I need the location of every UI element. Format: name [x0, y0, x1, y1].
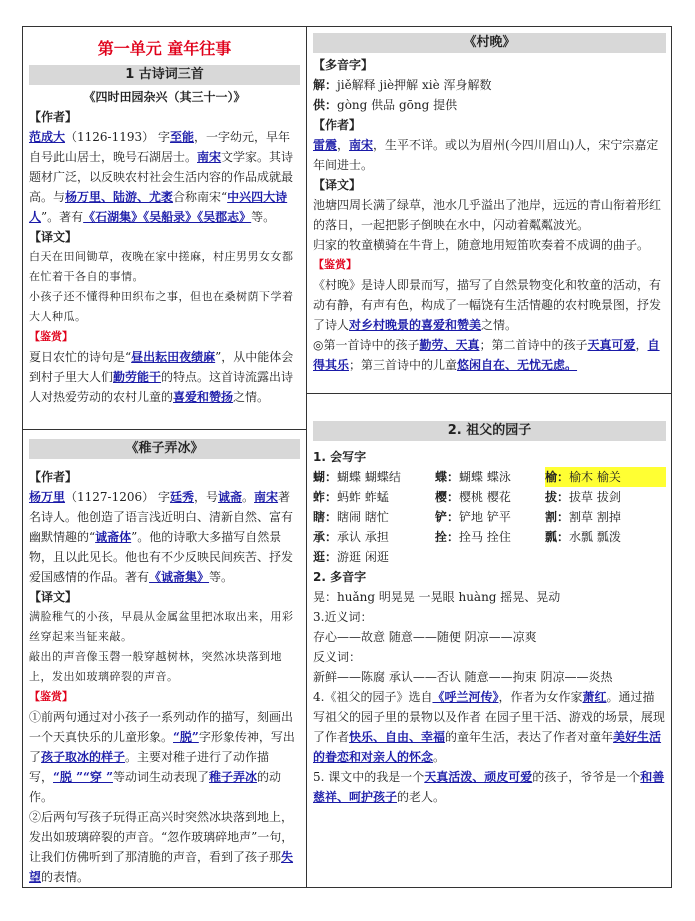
poem2-trans-2: 敲出的声音像玉磬一般穿越树林，突然冰块落到地上，发出如玻璃碎裂的声音。	[29, 650, 282, 683]
lesson2-poly: 晃：huǎng 明晃晃 一晃眼 huàng 摇晃、晃动	[313, 590, 561, 604]
poem3-poly-2: 供：gòng 供品 gōng 提供	[313, 98, 458, 112]
poem3-author-text: 雷震，南宋，生平不详。或以为眉州(今四川眉山)人，宋宁宗嘉定年间进士。	[313, 138, 659, 172]
poem3-trans-1: 池塘四周长满了绿草，池水几乎溢出了池岸，远远的青山衔着形红的落日，一起把影子倒映在水中，闪动着粼粼波光。	[313, 198, 662, 232]
poem2-appr-label: 【鉴赏】	[29, 690, 73, 703]
poem1-trans-2: 小孩子还不懂得种田织布之事，但也在桑树荫下学着大人种瓜。	[29, 290, 294, 323]
poem3-section	[307, 31, 672, 375]
poem1-trans-1: 白天在田间锄草，夜晚在家中搓麻，村庄男男女女都在忙着干各自的事情。	[29, 250, 294, 283]
lesson2-s3: 3.近义词：	[313, 610, 373, 624]
poem1-trans-label: 【译文】	[29, 230, 78, 244]
lesson2-section	[307, 419, 672, 807]
vocab-item: 蝴：蝴蝶 蝴蝶结	[313, 470, 401, 484]
vocab-item: 拔：拔草 拔剑	[545, 490, 621, 504]
poem1-author-label: 【作者】	[29, 110, 78, 124]
vocab-item: 樱：樱桃 樱花	[435, 490, 511, 504]
poem3-appr-label: 【鉴赏】	[313, 258, 357, 271]
row-divider-right	[306, 393, 671, 394]
poem3-poly-label: 【多音字】	[313, 58, 374, 72]
vocab-item: 蚱：蚂蚱 蚱蜢	[313, 490, 389, 504]
poem1-author-text: 范成大（1126-1193） 字至能，一字幼元，早年自号此山居士，晚号石湖居士。南宋文学家。其诗题材广泛，以反映农村社会生活内容的作品成就最高。与杨万里、陆游、尤袤合称南宋“中兴四大诗人”。著有《石湖集》《吴船录》《吴郡志》等。	[29, 130, 294, 224]
lesson2-title: 2. 祖父的园子	[313, 421, 666, 441]
poem2-author-text: 杨万里（1127-1206） 字廷秀，号诚斋。南宋著名诗人。他创造了语言浅近明白、清新自然、富有幽默情趣的“诚斋体”。他的诗歌大多描写自然景物，且以此见长。他也有不少反映民间疾苦、抒发爱国感情的作品。著有《诚斋集》等。	[29, 490, 294, 584]
poem1-appr-label: 【鉴赏】	[29, 330, 73, 343]
vocab-item: 逛：游逛 闲逛	[313, 550, 389, 564]
poem2-author-label: 【作者】	[29, 470, 78, 484]
lesson1-title: 1 古诗词三首	[29, 65, 300, 85]
vocab-item: 蝶：蝴蝶 蝶泳	[435, 470, 511, 484]
lesson2-p5: 5. 课文中的我是一个天真活泼、顽皮可爱的孩子，爷爷是一个和善慈祥、呵护孩子的老人。	[313, 770, 665, 804]
worksheet-page	[22, 26, 672, 888]
lesson2-p4: 4.《祖父的园子》选自《呼兰河传》，作者为女作家萧红。通过描写祖父的园子里的景物以及作者 在园子里干活、游戏的场景，展现了作者快乐、自由、幸福的童年生活，表达了作者对童年美好生活的眷恋和对亲人的怀念。	[313, 690, 665, 764]
vocab-item: 拴：拴马 拴住	[435, 530, 511, 544]
poem2-section	[23, 437, 306, 887]
vocab-item: 瓢：水瓢 瓢泼	[545, 530, 621, 544]
vocab-item: 承：承认 承担	[313, 530, 389, 544]
poem3-appr-text: 《村晚》是诗人即景而写，描写了自然景物变化和牧童的活动，有动有静，有声有色，构成了一幅饶有生活情趣的农村晚景图，抒发了诗人对乡村晚景的喜爱和赞美之情。	[313, 278, 662, 332]
poem3-trans-label: 【译文】	[313, 178, 362, 192]
poem3-title: 《村晚》	[313, 33, 666, 53]
poem1-title: 《四时田园杂兴（其三十一）》	[83, 90, 246, 104]
poem2-appr-2: ②后两句写孩子玩得正高兴时突然冰块落到地上，发出如玻璃碎裂的声音。“忽作玻璃碎地声”一句，让我们仿佛听到了那清脆的声音，看到了孩子那失望的表情。	[29, 810, 294, 884]
lesson2-antonyms: 新鲜——陈腐 承认——否认 随意——拘束 阴凉——炎热	[313, 670, 613, 684]
poem2-appr-1: ①前两句通过对小孩子一系列动作的描写，刻画出一个天真快乐的儿童形象。“脱”字形象传神，写出了孩子取冰的样子。主要对稚子进行了动作描写，“脱 ”“穿 ”等动词生动表现了稚子弄冰的动作。	[29, 710, 295, 804]
lesson2-s1: 1. 会写字	[313, 450, 367, 464]
row-divider-left	[23, 429, 306, 430]
unit-title: 第一单元 童年往事	[97, 39, 232, 58]
poem2-trans-label: 【译文】	[29, 590, 78, 604]
vocab-item: 铲：铲地 铲平	[435, 510, 511, 524]
poem3-poly-1: 解：jiě解释 jiè押解 xiè 浑身解数	[313, 78, 492, 92]
poem1-section	[23, 35, 306, 407]
poem2-trans-1: 满脸稚气的小孩，早晨从金属盆里把冰取出来，用彩丝穿起来当钲来敲。	[29, 610, 294, 643]
poem-summary: ◎第一首诗中的孩子勤劳、天真；第二首诗中的孩子天真可爱，自得其乐；第三首诗中的儿童悠闲自在、无忧无虑。	[313, 338, 660, 372]
vocab-item: 榆：榆木 榆关	[545, 467, 666, 487]
vocab-item: 割：割草 割掉	[545, 510, 621, 524]
lesson2-synonyms: 存心——故意 随意——随便 阴凉——凉爽	[313, 630, 537, 644]
poem3-author-label: 【作者】	[313, 118, 362, 132]
vocab-grid	[313, 467, 666, 567]
poem3-trans-2: 归家的牧童横骑在牛背上，随意地用短笛吹奏着不成调的曲子。	[313, 238, 650, 252]
poem1-appr-text: 夏日农忙的诗句是“昼出耘田夜绩麻”，从中能体会到村子里大人们勤劳能干的特点。这首诗流露出诗人对热爱劳动的农村儿童的喜爱和赞扬之情。	[29, 350, 294, 404]
vocab-item: 瞎：瞎闹 瞎忙	[313, 510, 389, 524]
lesson2-ant-label: 反义词：	[313, 650, 362, 664]
poem2-title: 《稚子弄冰》	[29, 439, 300, 459]
lesson2-s2: 2. 多音字	[313, 570, 367, 584]
